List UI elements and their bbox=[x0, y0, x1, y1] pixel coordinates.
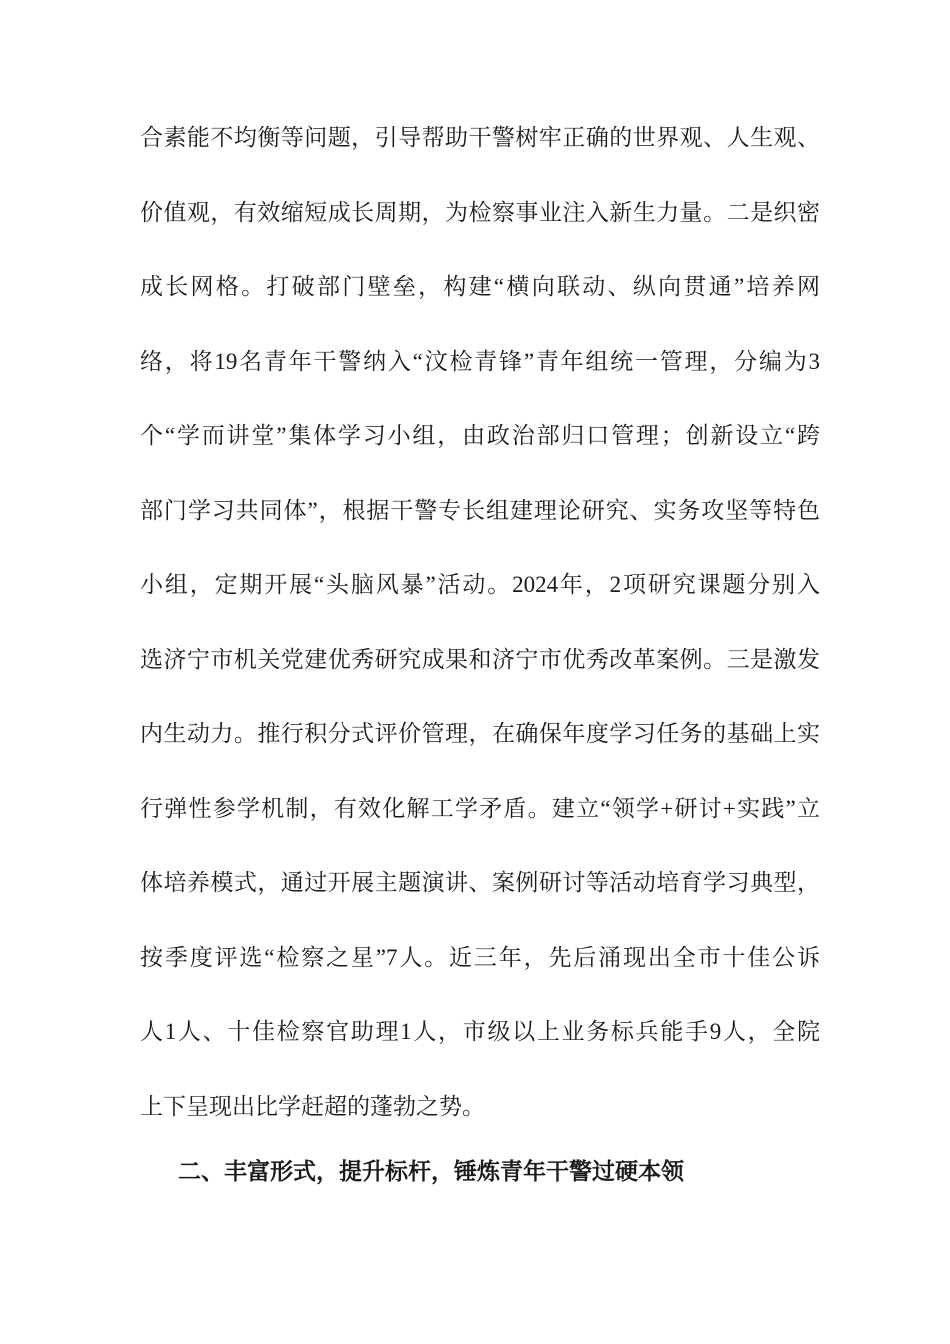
section-heading: 二、丰富形式，提升标杆，锤炼青年干警过硬本领 bbox=[178, 1159, 684, 1184]
document-line: 合素能不均衡等问题，引导帮助干警树牢正确的世界观、人生观、 bbox=[140, 125, 820, 150]
document-line: 上下呈现出比学赶超的蓬勃之势。 bbox=[140, 1093, 485, 1119]
document-line: 内生动力。推行积分式评价管理，在确保年度学习任务的基础上实 bbox=[140, 721, 820, 746]
document-line: 成长网格。打破部门壁垒，构建“横向联动、纵向贯通”培养网 bbox=[140, 274, 820, 299]
document-line: 体培养模式，通过开展主题演讲、案例研讨等活动培育学习典型， bbox=[140, 870, 820, 895]
document-line: 络，将19名青年干警纳入“汶检青锋”青年组统一管理，分编为3 bbox=[140, 348, 820, 374]
document-line: 人1人、十佳检察官助理1人，市级以上业务标兵能手9人，全院 bbox=[140, 1019, 820, 1044]
document-line: 价值观，有效缩短成长周期，为检察事业注入新生力量。二是织密 bbox=[140, 199, 820, 225]
document-line: 部门学习共同体”，根据干警专长组建理论研究、实务攻坚等特色 bbox=[140, 497, 820, 523]
document-line: 选济宁市机关党建优秀研究成果和济宁市优秀改革案例。三是激发 bbox=[140, 646, 820, 672]
document-line: 小组，定期开展“头脑风暴”活动。2024年，2项研究课题分别入 bbox=[140, 572, 820, 597]
document-line: 个“学而讲堂”集体学习小组，由政治部归口管理；创新设立“跨 bbox=[140, 423, 820, 448]
document-line: 按季度评选“检察之星”7人。近三年，先后涌现出全市十佳公诉 bbox=[140, 944, 820, 970]
document-line: 行弹性参学机制，有效化解工学矛盾。建立“领学+研讨+实践”立 bbox=[140, 795, 820, 821]
